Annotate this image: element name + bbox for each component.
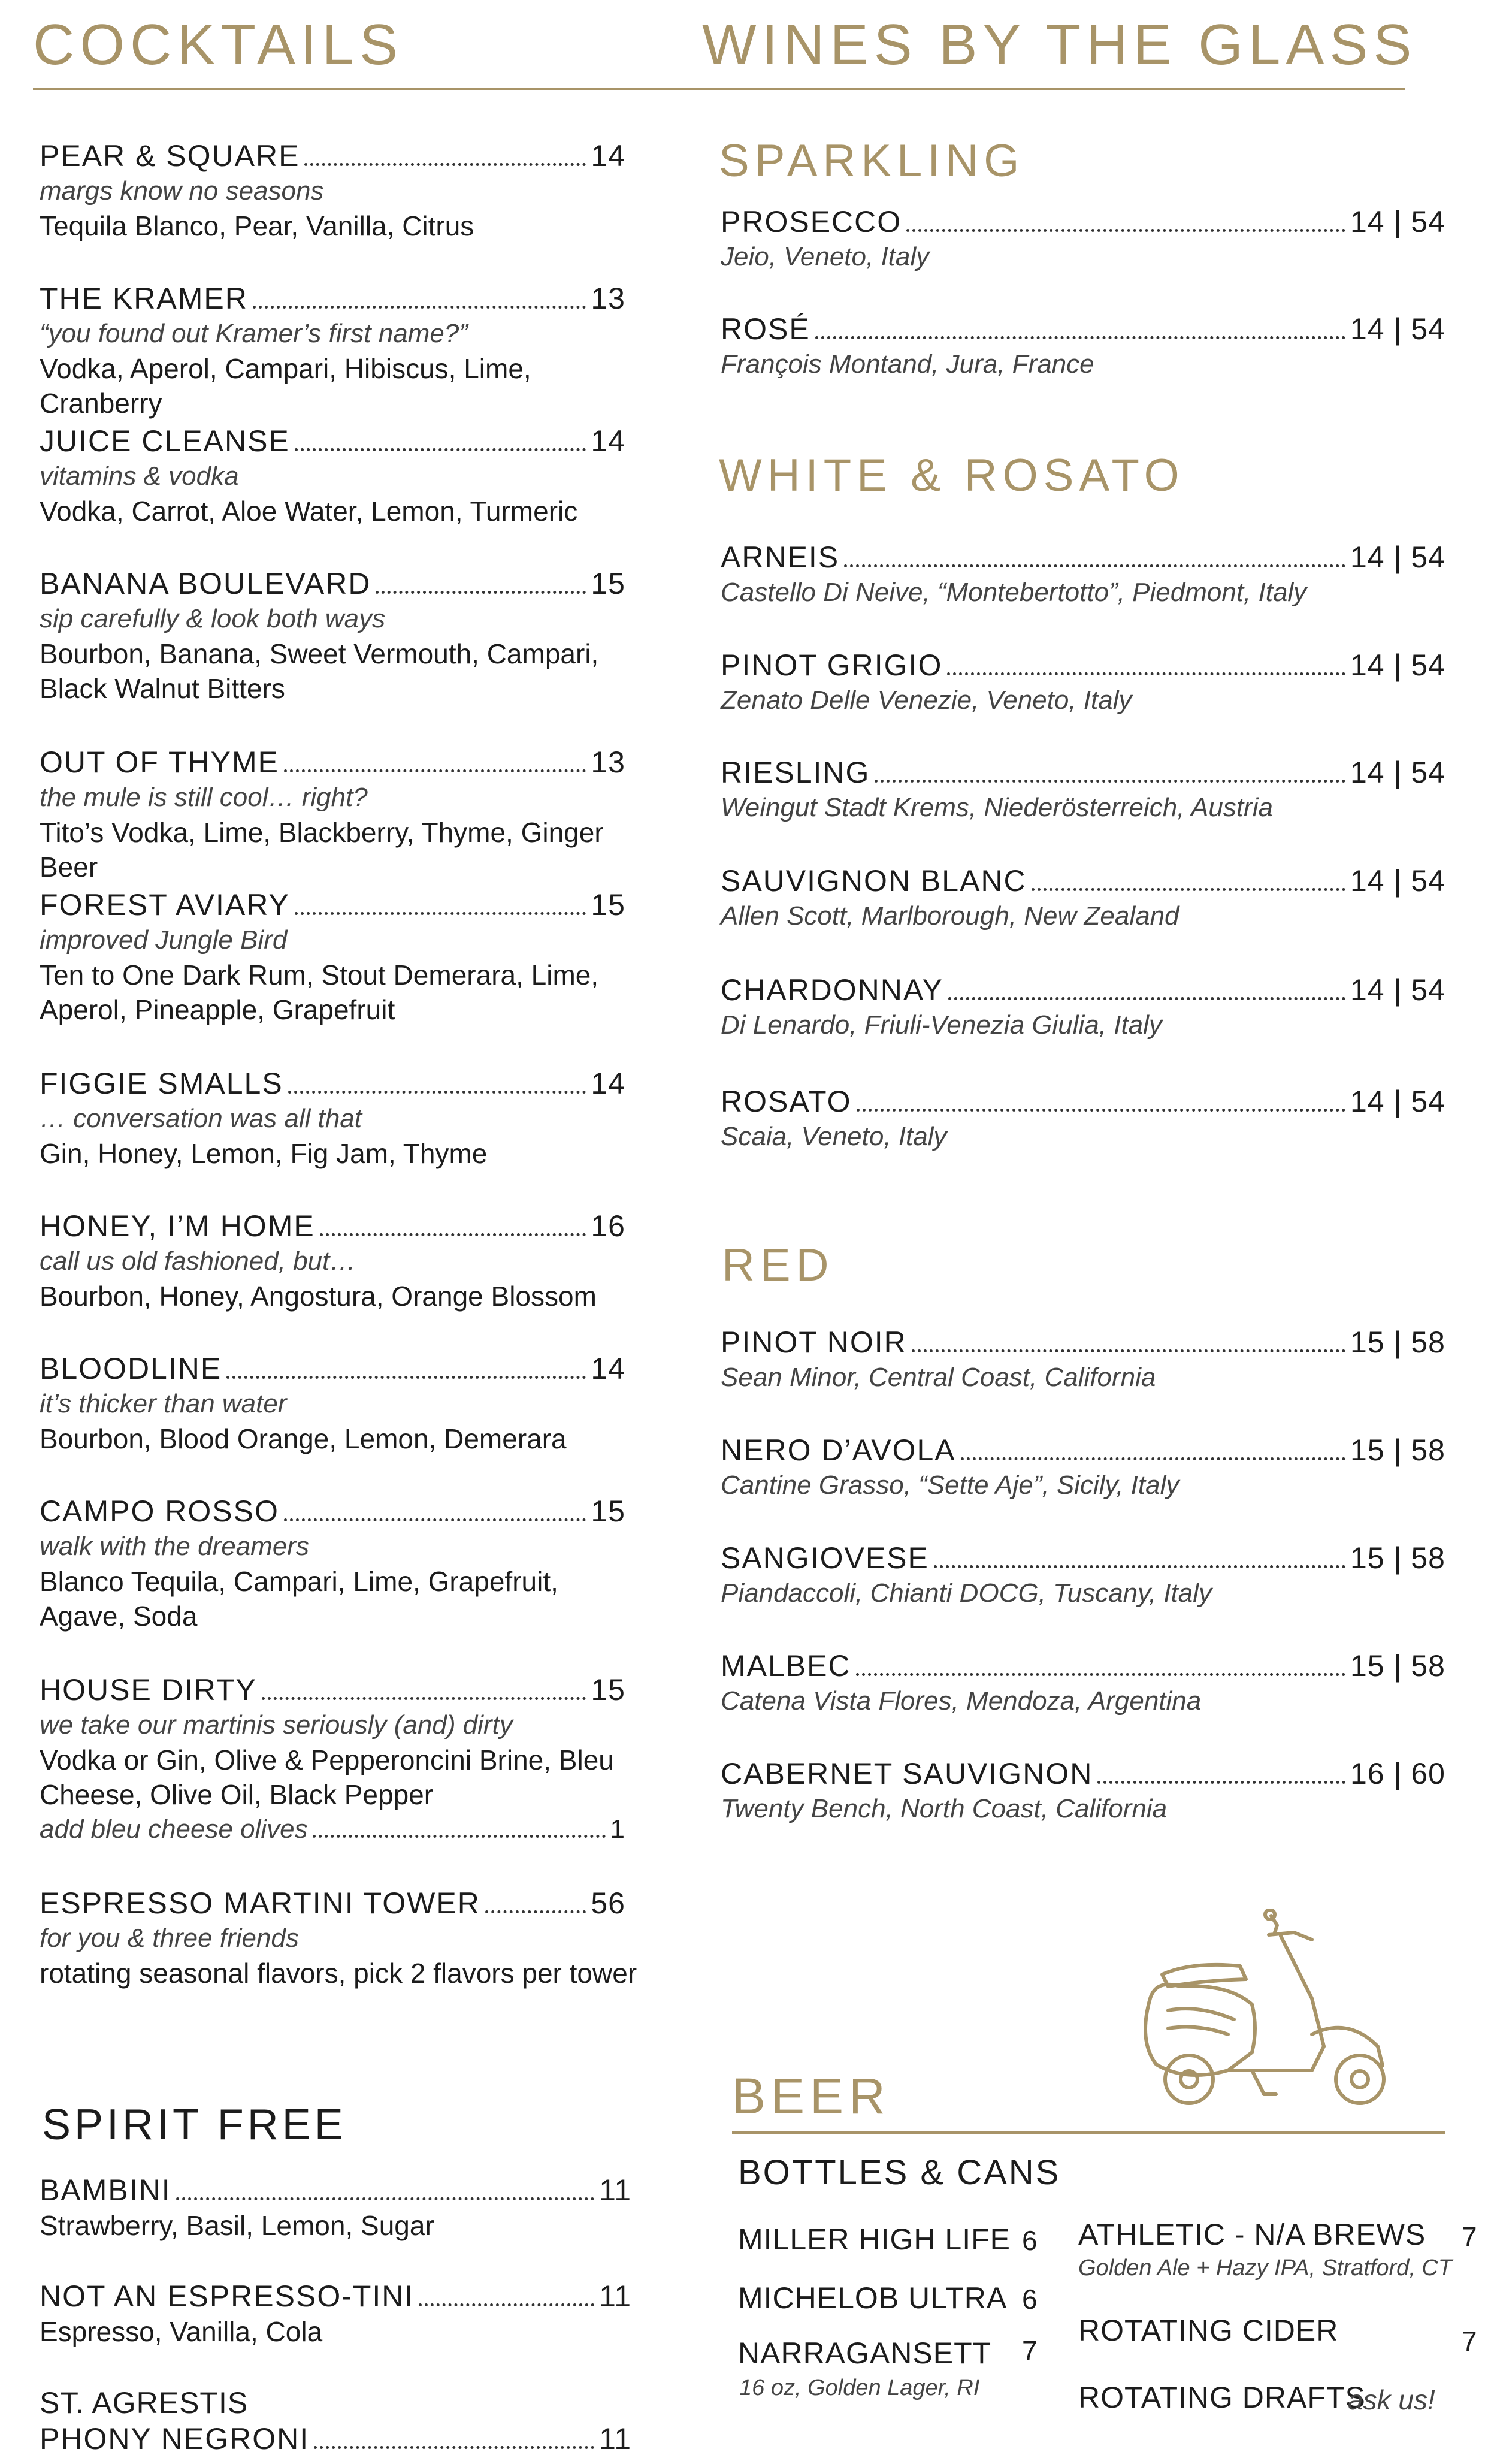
- item-name: ROSATO: [721, 1085, 852, 1118]
- item-name: ST. AGRESTIS: [40, 2386, 249, 2420]
- item-price: 14 | 54: [1350, 540, 1445, 574]
- item-description: Vodka, Carrot, Aloe Water, Lemon, Turmeric: [40, 496, 578, 527]
- addon-price: 1: [610, 1814, 625, 1844]
- item-price: 14 | 54: [1350, 648, 1445, 682]
- item-tagline: margs know no seasons: [40, 176, 324, 206]
- cocktail-item: [40, 138, 625, 243]
- item-price: 14: [591, 139, 625, 173]
- item-description: rotating seasonal flavors, pick 2 flavors per tower: [40, 1958, 637, 1989]
- beer-item-note: Golden Ale + Hazy IPA, Stratford, CT: [1078, 2255, 1453, 2281]
- item-tagline: for you & three friends: [40, 1924, 299, 1953]
- item-name: HOUSE DIRTY: [40, 1673, 257, 1707]
- spirit-free-title: SPIRIT FREE: [42, 2101, 347, 2149]
- item-name: NERO D’AVOLA: [721, 1433, 956, 1467]
- beer-item-price: 7: [1462, 2221, 1477, 2252]
- item-origin: Castello Di Neive, “Montebertotto”, Piedmont, Italy: [721, 578, 1307, 607]
- wine-item: [721, 539, 1445, 610]
- item-tagline: “you found out Kramer’s first name?”: [40, 319, 468, 348]
- item-origin: François Montand, Jura, France: [721, 349, 1094, 379]
- beer-item-price: 6: [1022, 2284, 1038, 2315]
- item-name: PINOT NOIR: [721, 1325, 907, 1359]
- item-origin: Allen Scott, Marlborough, New Zealand: [721, 901, 1179, 931]
- wine-item: [721, 754, 1445, 825]
- item-name: JUICE CLEANSE: [40, 424, 290, 458]
- bottles-cans-title: BOTTLES & CANS: [738, 2153, 1061, 2192]
- item-tagline: call us old fashioned, but…: [40, 1246, 356, 1276]
- item-price: 15: [591, 1494, 625, 1528]
- item-name: FOREST AVIARY: [40, 888, 290, 922]
- item-price: 15 | 58: [1350, 1649, 1445, 1683]
- scooter-illustration: [1132, 1909, 1444, 2112]
- sparkling-title: SPARKLING: [719, 135, 1025, 186]
- item-origin: Jeio, Veneto, Italy: [721, 242, 930, 271]
- item-price: 11: [599, 2279, 631, 2313]
- beer-item-name: MILLER HIGH LIFE: [738, 2223, 1011, 2256]
- beer-item-name: MICHELOB ULTRA: [738, 2281, 1008, 2315]
- item-price: 15: [591, 567, 625, 600]
- item-description: Gin, Honey, Lemon, Fig Jam, Thyme: [40, 1138, 488, 1169]
- item-tagline: sip carefully & look both ways: [40, 604, 386, 633]
- item-description: Ten to One Dark Rum, Stout Demerara, Lime, Aperol, Pineapple, Grapefruit: [40, 959, 599, 1025]
- item-name: CABERNET SAUVIGNON: [721, 1757, 1093, 1790]
- item-tagline: it’s thicker than water: [40, 1389, 287, 1418]
- item-tagline: the mule is still cool… right?: [40, 783, 368, 812]
- item-price: 14 | 54: [1350, 973, 1445, 1007]
- item-price: 16: [591, 1209, 625, 1243]
- item-name: CAMPO ROSSO: [40, 1494, 279, 1528]
- item-origin: Zenato Delle Venezie, Veneto, Italy: [721, 686, 1132, 715]
- cocktail-item: [40, 280, 625, 421]
- item-price: 14 | 54: [1350, 756, 1445, 789]
- item-name: HONEY, I’M HOME: [40, 1209, 315, 1243]
- item-price: 15: [591, 888, 625, 922]
- item-description: Vodka, Aperol, Campari, Hibiscus, Lime, Cranberry: [40, 353, 531, 419]
- item-name: ESPRESSO MARTINI TOWER: [40, 1886, 480, 1920]
- wine-item: [721, 311, 1445, 382]
- beer-item-note: ask us!: [1348, 2384, 1435, 2415]
- item-price: 15 | 58: [1350, 1325, 1445, 1359]
- beer-title: BEER: [732, 2068, 891, 2124]
- beer-rule: [732, 2131, 1445, 2134]
- item-name: BAMBINI: [40, 2173, 171, 2207]
- item-description: Vodka or Gin, Olive & Pepperoncini Brine, Bleu Cheese, Olive Oil, Black Pepper: [40, 1744, 614, 1810]
- item-price: 13: [591, 745, 625, 779]
- spirit-free-item: [40, 2385, 631, 2457]
- item-price: 14 | 54: [1350, 864, 1445, 898]
- beer-item-name: ROTATING CIDER: [1078, 2314, 1339, 2347]
- item-name: PROSECCO: [721, 205, 902, 238]
- item-origin: Weingut Stadt Krems, Niederösterreich, Austria: [721, 793, 1273, 822]
- item-name: SANGIOVESE: [721, 1541, 929, 1575]
- addon-label: add bleu cheese olives: [40, 1814, 308, 1844]
- item-name: RIESLING: [721, 756, 870, 789]
- item-name: MALBEC: [721, 1649, 851, 1683]
- cocktail-item: [40, 566, 657, 706]
- item-price: 15 | 58: [1350, 1541, 1445, 1575]
- spirit-free-item: [40, 2278, 631, 2349]
- item-origin: Scaia, Veneto, Italy: [721, 1122, 947, 1151]
- item-price: 11: [599, 2173, 631, 2207]
- item-description: Bourbon, Banana, Sweet Vermouth, Campari, Black Walnut Bitters: [40, 638, 599, 704]
- beer-item-price: 6: [1022, 2225, 1038, 2256]
- cocktail-item: [40, 1208, 625, 1313]
- beer-item-price: 7: [1462, 2326, 1477, 2357]
- cocktail-item: [40, 1672, 639, 1847]
- item-name: BANANA BOULEVARD: [40, 567, 371, 600]
- item-name: PHONY NEGRONI: [40, 2422, 310, 2456]
- item-price: 15: [591, 1673, 625, 1707]
- beer-item-name: ATHLETIC - N/A BREWS: [1078, 2218, 1426, 2251]
- cocktail-item: [40, 423, 625, 529]
- item-price: 14: [591, 1352, 625, 1385]
- item-price: 11: [599, 2422, 631, 2456]
- beer-item-name: ROTATING DRAFTS: [1078, 2381, 1366, 2414]
- item-tagline: … conversation was all that: [40, 1104, 362, 1133]
- beer-item-name: NARRAGANSETT: [738, 2336, 992, 2370]
- cocktail-item: [40, 1065, 625, 1171]
- cocktail-item: [40, 744, 657, 884]
- item-description: Strawberry, Basil, Lemon, Sugar: [40, 2210, 434, 2241]
- item-description: Espresso, Vanilla, Cola: [40, 2316, 323, 2347]
- red-title: RED: [722, 1240, 834, 1291]
- white-rosato-title: WHITE & ROSATO: [719, 450, 1185, 501]
- wines-title: WINES BY THE GLASS: [702, 13, 1417, 77]
- item-origin: Cantine Grasso, “Sette Aje”, Sicily, Italy: [721, 1470, 1179, 1500]
- item-name: ARNEIS: [721, 540, 840, 574]
- item-description: Tequila Blanco, Pear, Vanilla, Citrus: [40, 210, 474, 241]
- item-tagline: we take our martinis seriously (and) dirty: [40, 1710, 513, 1740]
- wine-item: [721, 204, 1445, 274]
- wine-item: [721, 1324, 1445, 1395]
- item-price: 56: [591, 1886, 625, 1920]
- item-name: OUT OF THYME: [40, 745, 279, 779]
- item-origin: Piandaccoli, Chianti DOCG, Tuscany, Italy: [721, 1578, 1212, 1608]
- cocktail-item: [40, 1885, 663, 1991]
- item-price: 15 | 58: [1350, 1433, 1445, 1467]
- item-description: Bourbon, Honey, Angostura, Orange Blossom: [40, 1281, 597, 1312]
- item-origin: Sean Minor, Central Coast, California: [721, 1363, 1156, 1392]
- wine-item: [721, 647, 1445, 718]
- item-price: 13: [591, 282, 625, 315]
- item-description: Bourbon, Blood Orange, Lemon, Demerara: [40, 1423, 567, 1454]
- item-price: 16 | 60: [1350, 1757, 1445, 1790]
- item-description: Blanco Tequila, Campari, Lime, Grapefruit, Agave, Soda: [40, 1566, 558, 1632]
- header-rule: [33, 88, 1405, 90]
- cocktails-title: COCKTAILS: [33, 13, 403, 77]
- item-description: Tito’s Vodka, Lime, Blackberry, Thyme, Ginger Beer: [40, 817, 604, 883]
- spirit-free-item: [40, 2172, 631, 2243]
- item-tagline: improved Jungle Bird: [40, 925, 288, 955]
- item-origin: Di Lenardo, Friuli-Venezia Giulia, Italy: [721, 1010, 1162, 1040]
- item-tagline: walk with the dreamers: [40, 1532, 309, 1561]
- item-name: PINOT GRIGIO: [721, 648, 943, 682]
- item-name: CHARDONNAY: [721, 973, 943, 1007]
- item-price: 14: [591, 1067, 625, 1100]
- cocktail-item: [40, 1351, 625, 1456]
- item-name: THE KRAMER: [40, 282, 248, 315]
- wine-item: [721, 1540, 1445, 1611]
- wine-item: [721, 1083, 1445, 1154]
- beer-item-price: 7: [1022, 2335, 1038, 2366]
- item-origin: Catena Vista Flores, Mendoza, Argentina: [721, 1686, 1202, 1716]
- wine-item: [721, 1756, 1445, 1826]
- item-name: NOT AN ESPRESSO-TINI: [40, 2279, 415, 2313]
- wine-item: [721, 972, 1445, 1043]
- item-name: BLOODLINE: [40, 1352, 222, 1385]
- item-name: PEAR & SQUARE: [40, 139, 300, 173]
- item-price: 14 | 54: [1350, 205, 1445, 238]
- beer-item-note: 16 oz, Golden Lager, RI: [739, 2375, 980, 2400]
- wine-item: [721, 1648, 1445, 1719]
- item-tagline: vitamins & vodka: [40, 461, 239, 491]
- item-price: 14 | 54: [1350, 312, 1445, 346]
- item-name: ROSÉ: [721, 312, 810, 346]
- item-price: 14: [591, 424, 625, 458]
- cocktail-item: [40, 1493, 625, 1633]
- item-name: FIGGIE SMALLS: [40, 1067, 283, 1100]
- item-price: 14 | 54: [1350, 1085, 1445, 1118]
- item-name: SAUVIGNON BLANC: [721, 864, 1027, 898]
- cocktail-item: [40, 887, 625, 1027]
- item-origin: Twenty Bench, North Coast, California: [721, 1794, 1168, 1823]
- wine-item: [721, 863, 1445, 934]
- wine-item: [721, 1432, 1445, 1503]
